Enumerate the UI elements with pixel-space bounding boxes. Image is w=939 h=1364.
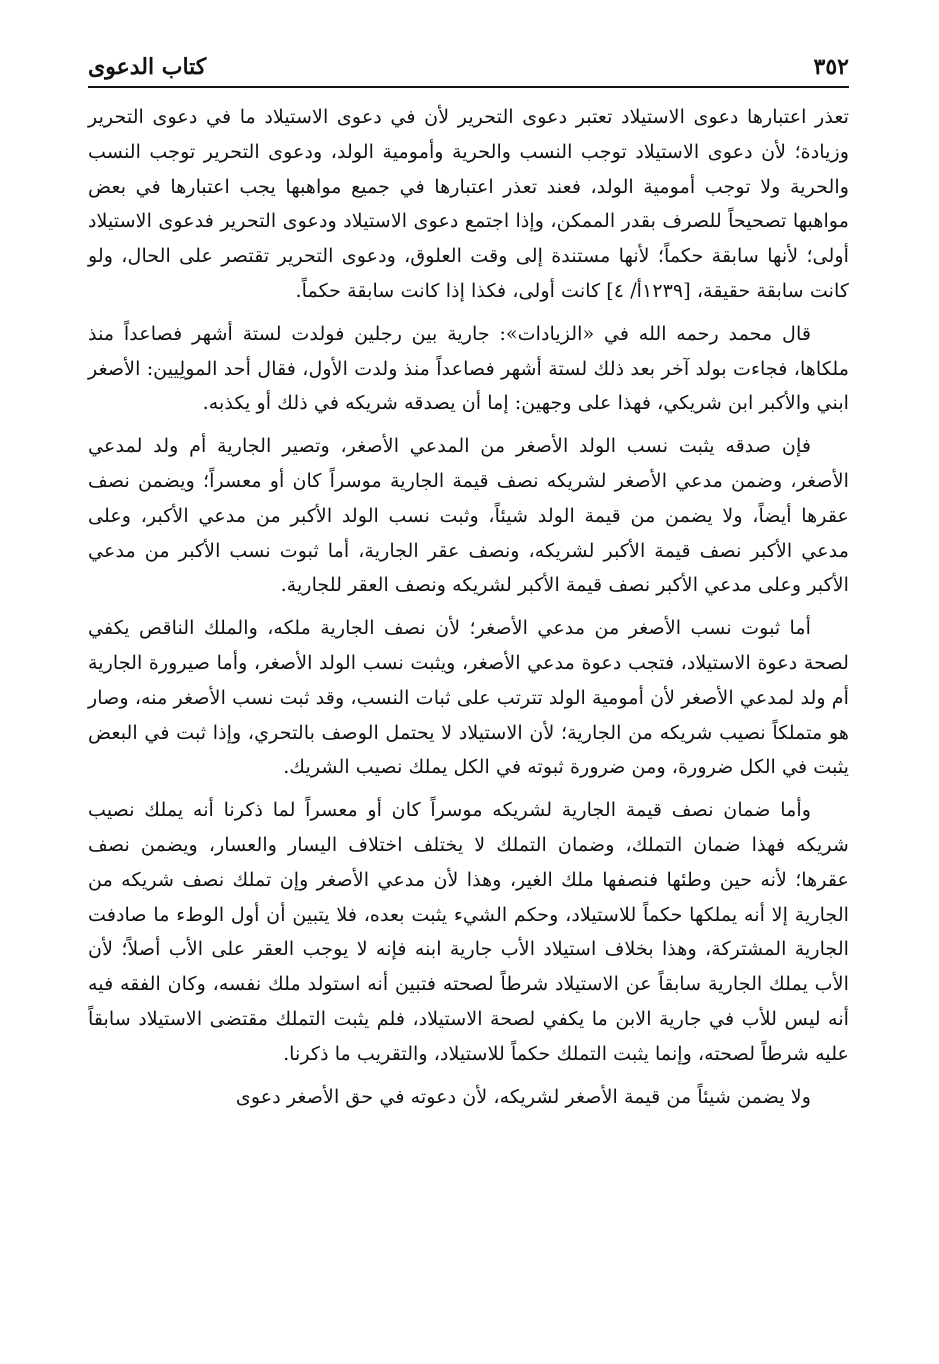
paragraph: وأما ضمان نصف قيمة الجارية لشريكه موسراً كان أو معسراً لما ذكرنا أنه يملك نصيب شريكه فهذا ضمان التملك، وضمان التملك لا يختلف اختلاف اليسار والعسار، ويضمن نصف عقرها؛ لأنه حين وطئها فنصفها ملك الغير، وهذا لأن مدعي الأصغر وإن تملك نصف شريكه من الجارية إلا أنه يملكها حكماً للاستيلاد، وحكم الشيء يثبت بعده، فلا يتبين أن أول الوطء ما صادفت الجارية المشتركة، وهذا بخلاف استيلاد الأب جارية ابنه فإنه لا يوجب العقر على الأب أصلاً؛ لأن الأب يملك الجارية سابقاً عن الاستيلاد شرطاً لصحته فتبين أنه استولد ملك نفسه، وكان الفقه فيه أنه ليس للأب في جارية الابن ما يكفي لصحة الاستيلاد، فلم يثبت التملك مقتضى الاستيلاد سابقاً عليه شرطاً لصحته، وإنما يثبت التملك حكماً للاستيلاد، والتقريب ما ذكرنا. — [88, 798, 849, 1065]
body-text — [88, 100, 849, 1122]
paragraph: ولا يضمن شيئاً من قيمة الأصغر لشريكه، لأن دعوته في حق الأصغر دعوى — [235, 1084, 811, 1108]
header-rule — [88, 86, 849, 88]
page-header — [88, 40, 849, 80]
page-number: ٣٥٢ — [813, 54, 849, 80]
paragraph: قال محمد رحمه الله في «الزيادات»: جارية بين رجلين فولدت لستة أشهر فصاعداً منذ ملكاها، فجاءت بولد آخر بعد ذلك لستة أشهر فصاعداً منذ ولدت الأول، فقال أحد المولِيين: الأصغر ابني والأكبر ابن شريكي، فهذا على وجهين: إما أن يصدقه شريكه في ذلك أو يكذبه. — [88, 321, 849, 415]
running-title: كتاب الدعوى — [88, 54, 207, 80]
paragraph: فإن صدقه يثبت نسب الولد الأصغر من المدعي الأصغر، وتصير الجارية أم ولد لمدعي الأصغر، وضمن مدعي الأصغر لشريكه نصف قيمة الجارية موسراً كان أو معسراً؛ ويضمن نصف عقرها أيضاً، ولا يضمن من قيمة الولد شيئاً، وثبت نسب الولد الأكبر من مدعي الأكبر، وعلى مدعي الأكبر نصف قيمة الأكبر لشريكه، ونصف عقر الجارية، أما ثبوت نسب الأكبر من مدعي الأكبر وعلى مدعي الأكبر نصف قيمة الأكبر لشريكه ونصف العقر للجارية. — [88, 434, 849, 597]
paragraph: تعذر اعتبارها دعوى الاستيلاد تعتبر دعوى التحرير لأن في دعوى الاستيلاد ما في دعوى التحرير وزيادة؛ لأن دعوى الاستيلاد توجب النسب والحرية وأمومية الولد، ودعوى التحرير توجب النسب والحرية ولا توجب أمومية الولد، فعند تعذر اعتبارها في جميع مواهبها يجب اعتبارها في بعض مواهبها تصحيحاً للصرف بقدر الممكن، وإذا اجتمع دعوى الاستيلاد ودعوى التحرير فدعوى الاستيلاد أولى؛ لأنها سابقة حكماً؛ لأنها مستندة إلى وقت العلوق، ودعوى التحرير تقتصر على الحال، ولو كانت سابقة حقيقة، [١٢٣٩أ/ ٤] كانت أولى، فكذا إذا كانت سابقة حكماً. — [88, 105, 849, 302]
paragraph: أما ثبوت نسب الأصغر من مدعي الأصغر؛ لأن نصف الجارية ملكه، والملك الناقص يكفي لصحة دعوة الاستيلاد، فتجب دعوة مدعي الأصغر، ويثبت نسب الولد الأصغر، وأما صيرورة الجارية أم ولد لمدعي الأصغر لأن أمومية الولد تترتب على ثبات النسب، وقد ثبت نسب الأصغر منه، وصار هو متملكاً نصيب شريكه من الجارية؛ لأن الاستيلاد لا يحتمل الوصف بالتحري، وإذا ثبت في البعض يثبت في الكل ضرورة، ومن ضرورة ثبوته في الكل يملك نصيب الشريك. — [88, 616, 849, 779]
